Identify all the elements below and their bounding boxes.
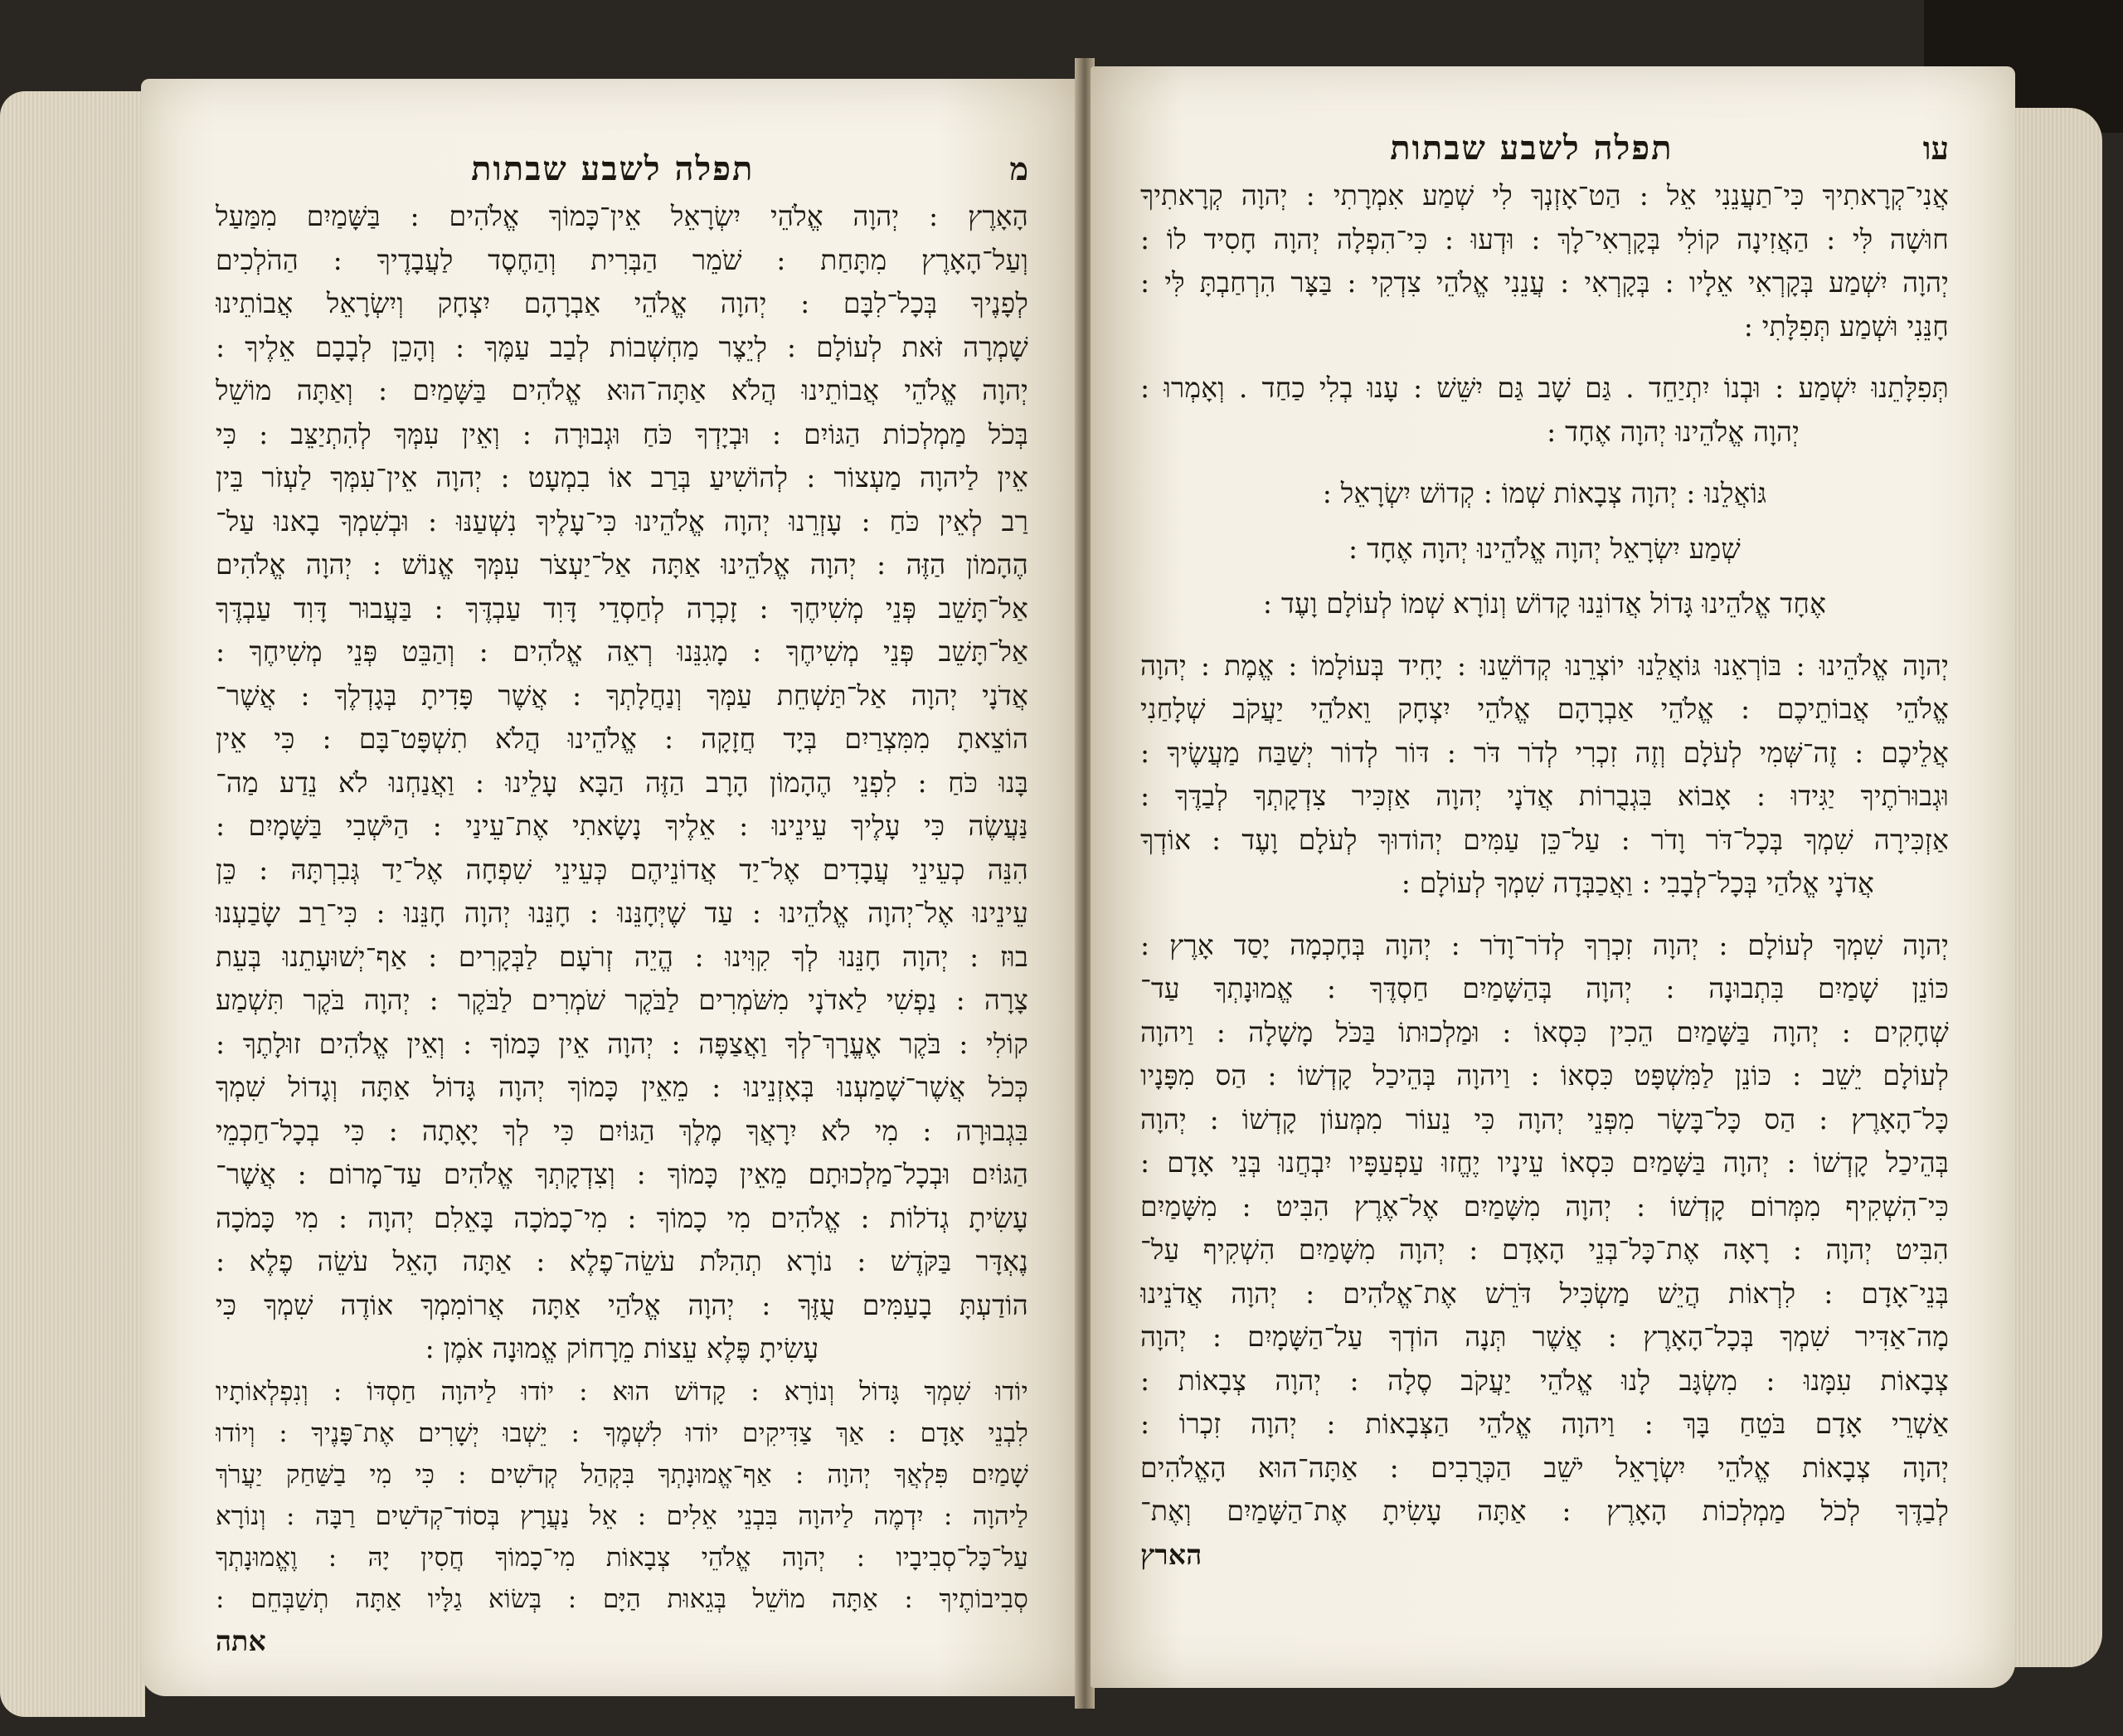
text-line: בָּנוּ כֹּחַ : לִפְנֵי הֶהָמוֹן הָרָב הַזֶּה הַבָּא עָלֵינוּ : וַאֲנַחְנוּ לֹא נֵדַע מַה־ (216, 766, 1028, 799)
right-page-text (1091, 66, 2015, 1688)
text-line: שְׁחָקִים : יְהוָה בַּשָּׁמַיִם הֵכִין כִּסְאוֹ : וּמַלְכוּתוֹ בַּכֹּל מָשָׁלָה : וַיהוָה (1140, 1015, 1949, 1048)
text-line: נֶאְדָּר בַּקֹּדֶשׁ : נוֹרָא תְהִלֹּת עֹשֵׂה־פֶלֶא : אַתָּה הָאֵל עֹשֵׂה פֶלֶא : (216, 1245, 1028, 1277)
text-line: יְהוָה שִׁמְךָ לְעוֹלָם : יְהוָה זִכְרְךָ לְדֹר־וָדֹר : יְהוָה בְּחָכְמָה יָסַד אָרֶץ : (1140, 928, 1949, 961)
text-line: יְהוָה אֱלֹהֵי אֲבוֹתֵינוּ הֲלֹא אַתָּה־הוּא אֱלֹהִים בַּשָּׁמַיִם : וְאַתָּה מוֹשֵׁל (216, 374, 1028, 406)
text-line: הוֹדַעְתָּ בָעַמִּים עֻזֶּךָ : יְהוָה אֱלֹהַי אַתָּה אֲרוֹמִמְךָ אוֹדֶה שִׁמְךָ כִּי (216, 1288, 1028, 1321)
spacer (1140, 626, 1949, 644)
right-running-title: תפלה לשבע שבתות (1390, 129, 1674, 168)
text-line: הוֹצֵאתָ מִמִּצְרַיִם בְּיָד חֲזָקָה : אֱלֹהֵינוּ הֲלֹא תִשְׁפָּט־בָּם : כִּי אֵין (216, 722, 1028, 755)
text-line: הִבִּיט יְהוָה : רָאָה אֶת־כָּל־בְּנֵי הָאָדָם : יְהוָה מִשָּׁמַיִם הִשְׁקִיף עַל־ (1140, 1233, 1949, 1266)
text-line: שָׁמְרָה זֹּאת לְעוֹלָם : לְיֵצֶר מַחְשְׁבוֹת לְבַב עַמֶּךָ : וְהָכֵן לְבָבָם אֵלֶיךָ : (216, 330, 1028, 363)
text-line: אַל־תָּשֵׁב פְּנֵי מְשִׁיחֶךָ : מָגִנֵּנוּ רְאֵה אֱלֹהִים : וְהַבֵּט פְּנֵי מְשִׁיחֶךָ : (216, 635, 1028, 668)
text-line: הַגּוֹיִם וּבְכָל־מַלְכוּתָם מֵאֵין כָּמוֹךָ : וְצִדְקָתְךָ אֱלֹהִים עַד־מָרוֹם : אֲשֶׁר־ (216, 1158, 1028, 1190)
text-line: מָה־אַדִּיר שִׁמְךָ בְּכָל־הָאָרֶץ : אֲשֶׁר תְּנָה הוֹדְךָ עַל־הַשָּׁמָיִם : יְהוָה (1140, 1320, 1949, 1353)
spacer (1140, 454, 1949, 472)
left-small-print-block (216, 1371, 1028, 1620)
small-text-line: שָׁמַיִם פִּלְאֲךָ יְהוָה : אַף־אֱמוּנָתְךָ בִּקְהַל קְדֹשִׁים : כִּי מִי בַשַּׁחַק יַעֲרֹךְ (216, 1459, 1028, 1490)
left-running-title: תפלה לשבע שבתות (471, 149, 755, 188)
left-running-head (216, 149, 1028, 188)
text-line: אַל־תָּשֵׁב פְּנֵי מְשִׁיחֶךָ : זָכְרָה לְחַסְדֵי דָּוִד עַבְדֶּךָ : בַּעֲבוּר דָּוִד עַבְדֶּךָ (216, 591, 1028, 625)
small-text-line: עַל־כָּל־סְבִיבָיו : יְהוָה אֱלֹהֵי צְבָאוֹת מִי־כָמוֹךָ חֲסִין יָהּ : וֶאֱמוּנָתְךָ (216, 1542, 1028, 1573)
text-line: עֵינֵינוּ אֶל־יְהוָה אֱלֹהֵינוּ : עַד שֶׁיְּחָנֵּנוּ : חָנֵּנוּ יְהוָה חָנֵּנוּ : כִּי־רַב שָׂבַעְנוּ (216, 897, 1028, 929)
small-text-line: לִבְנֵי אָדָם : אַךְ צַדִּיקִים יוֹדוּ לִשְׁמֶךָ : יֵשְׁבוּ יְשָׁרִים אֶת־פָּנֶיךָ : וְיוֹדוּ (216, 1417, 1028, 1448)
right-intro-block (1140, 174, 1949, 348)
centered-verse-line: עָשִׂיתָ פֶּלֶא עֵצוֹת מֵרָחוֹק אֱמוּנָה אֹמֶן : (425, 1332, 819, 1364)
text-line: הִנֵּה כְעֵינֵי עֲבָדִים אֶל־יַד אֲדוֹנֵיהֶם כְּעֵינֵי שִׁפְחָה אֶל־יַד גְּבִרְתָּהּ : כֵּן (216, 853, 1028, 886)
text-line: נַּעֲשֶׂה כִּי עָלֶיךָ עֵינֵינוּ : אֵלֶיךָ נָשָׂאתִי אֶת־עֵינַי : הַיֹּשְׁבִי בַּשָּׁמָיִם : (216, 810, 1028, 842)
text-line: בִּגְבוּרָה : מִי לֹא יִרָאֲךָ מֶלֶךְ הַגּוֹיִם כִּי לְךָ יָאָתָה : כִּי בְכָל־חַכְמֵי (216, 1114, 1028, 1147)
text-line: אֲלֵיכֶם : זֶה־שְּׁמִי לְעֹלָם וְזֶה זִכְרִי לְדֹר דֹּר : דּוֹר לְדוֹר יְשַׁבַּח מַעֲשֶׂיךָ : (1140, 736, 1949, 769)
text-line: וּגְבוּרֹתֶיךָ יַגִּידוּ : אָבוֹא בִּגְבֻרוֹת אֲדֹנָי יְהוָה אַזְכִּיר צִדְקָתְךָ לְבַדֶּךָ : (1140, 780, 1949, 812)
text-line: לְעוֹלָם יֵשֵׁב : כּוֹנֵן לַמִּשְׁפָּט כִּסְאוֹ : וַיהוָה בְּהֵיכַל קָדְשׁוֹ : הַס מִפָּנָיו (1140, 1059, 1949, 1092)
centered-verse-line: שְׁמַע יִשְׂרָאֵל יְהוָה אֱלֹהֵינוּ יְהוָה אֶחָד : (1348, 532, 1741, 565)
text-line: אֱלֹהֵי אֲבוֹתֵיכֶם : אֱלֹהֵי אַבְרָהָם אֱלֹהֵי יִצְחָק וֵאלֹהֵי יַעֲקֹב שְׁלָחַנִי (1140, 693, 1949, 725)
text-line: כָּל־הָאָרֶץ : הַס כָּל־בָּשָׂר מִפְּנֵי יְהוָה כִּי נֵעוֹר מִמְּעוֹן קָדְשׁוֹ : יְהוָה (1140, 1102, 1949, 1135)
text-line: לְבַדֶּךָ לְכֹל מַמְלְכוֹת הָאָרֶץ : אַתָּה עָשִׂיתָ אֶת־הַשָּׁמַיִם וְאֶת־ (1140, 1495, 1949, 1527)
text-line: יְהוָה צְבָאוֹת אֱלֹהֵי יִשְׂרָאֵל יֹשֵׁב הַכְּרֻבִים : אַתָּה־הוּא הָאֱלֹהִים (1140, 1451, 1949, 1484)
text-line: צְבָאוֹת עִמָּנוּ : מִשְׂגָּב לָנוּ אֱלֹהֵי יַעֲקֹב סֶלָה : יְהוָה צְבָאוֹת : (1140, 1364, 1949, 1397)
text-line: אֵין לַיהוָה מַעְצוֹר : לְהוֹשִׁיעַ בְּרַב אוֹ בִמְעָט : יְהוָה אֵין־עִמְּךָ לַעְזֹר בֵּין (216, 461, 1028, 494)
right-center-verses (1140, 472, 1949, 626)
text-line: אַזְכִּירָה שִׁמְךָ בְּכָל־דֹּר וָדֹר : עַל־כֵּן עַמִּים יְהוֹדוּךָ לְעֹלָם וָעֶד : אוֹדְךָ (1140, 823, 1949, 856)
text-line: חוּשָׁה לִּי : הַאֲזִינָה קוֹלִי בְּקָרְאִי־לָךְ : וּדְעוּ : כִּי־הִפְלָה יְהוָה חָסִיד לוֹ : (1140, 222, 1949, 255)
centered-verse-line: גּוֹאֲלֵנוּ : יְהוָה צְבָאוֹת שְׁמוֹ : קְדוֹשׁ יִשְׂרָאֵל : (1322, 477, 1767, 509)
right-middle-block (1140, 367, 1949, 454)
spacer (1140, 516, 1949, 528)
text-line: אֲנִי־קְרָאתִיךָ כִּי־תַעֲנֵנִי אֵל : הַט־אָזְנְךָ לִי שְׁמַע אִמְרָתִי : יְהוָה קְרָאתִיךָ (1140, 179, 1949, 212)
text-line: רַב לְאֵין כֹּחַ : עָזְרֵנוּ יְהוָה אֱלֹהֵינוּ כִּי־עָלֶיךָ נִשְׁעַנּוּ : וּבְשִׁמְךָ בָאנוּ עַל־ (216, 504, 1028, 537)
text-line-short: יְהוָה אֱלֹהֵינוּ יְהוָה אֶחָד : (1547, 415, 1800, 448)
right-running-head (1140, 129, 1949, 168)
text-line: אַשְׁרֵי אָדָם בֹּטֵחַ בָּךְ : וַיהוָה אֱלֹהֵי הַצְּבָאוֹת : יְהוָה זִכְרוֹ : (1140, 1408, 1949, 1440)
text-line: יְהוָה אֱלֹהֵינוּ : בּוֹרְאֵנוּ גּוֹאֲלֵנוּ יוֹצְרֵנוּ קְדוֹשֵׁנוּ : יָחִיד בְּעוֹלָמוֹ : אֱמֶת : יְהוָה (1140, 649, 1949, 682)
text-line: לְפָנֶיךָ בְּכָל־לִבָּם : יְהוָה אֱלֹהֵי אַבְרָהָם יִצְחָק וְיִשְׂרָאֵל אֲבוֹתֵינוּ (216, 287, 1028, 319)
left-main-text (216, 195, 1028, 1371)
left-page (141, 79, 1078, 1696)
text-line: הֶהָמוֹן הַזֶּה : יְהוָה אֱלֹהֵינוּ אַתָּה אַל־יַעְצֹר עִמְּךָ אֱנוֹשׁ : יְהוָה אֱלֹהִים (216, 548, 1028, 581)
spacer (1140, 571, 1949, 582)
text-line: אֲדֹנָי יְהוָה אַל־תַּשְׁחֵת עַמְּךָ וְנַחֲלָתְךָ : אֲשֶׁר פָּדִיתָ בְּגָדְלֶךָ : אֲשֶׁר־ (216, 678, 1028, 712)
text-line: צָרָה : נַפְשִׁי לַאדֹנָי מִשֹּׁמְרִים לַבֹּקֶר שֹׁמְרִים לַבֹּקֶר : יְהוָה בֹּקֶר תִּשְׁמַע (216, 984, 1028, 1016)
text-line: בְּנֵי־אָדָם : לִרְאוֹת הֲיֵשׁ מַשְׂכִּיל דֹּרֵשׁ אֶת־אֱלֹהִים : יְהוָה אֲדֹנֵינוּ (1140, 1276, 1949, 1310)
right-prose-block (1140, 644, 1949, 906)
text-line: כִּי־הִשְׁקִיף מִמְּרוֹם קָדְשׁוֹ : יְהוָה מִשָּׁמַיִם אֶל־אֶרֶץ הִבִּיט : מִשָּׁמַיִם (1140, 1189, 1949, 1223)
text-line: וְעַל־הָאָרֶץ מִתָּחַת : שֹׁמֵר הַבְּרִית וְהַחֶסֶד לַעֲבָדֶיךָ : הַהֹלְכִים (216, 243, 1028, 276)
small-text-line: יוֹדוּ שִׁמְךָ גָּדוֹל וְנוֹרָא : קָדוֹשׁ הוּא : יוֹדוּ לַיהוָה חַסְדּוֹ : וְנִפְלְאוֹתָיו (216, 1376, 1028, 1407)
text-line: בְּהֵיכַל קָדְשׁוֹ : יְהוָה בַּשָּׁמַיִם כִּסְאוֹ עֵינָיו יֶחֱזוּ עַפְעַפָּיו יִבְחֲנוּ בְּנֵי אָדָם : (1140, 1146, 1949, 1179)
text-line: כּוֹנֵן שָׁמַיִם בִּתְבוּנָה : יְהוָה בְּהַשָּׁמַיִם חַסְדֶּךָ : אֱמוּנָתְךָ עַד־ (1140, 972, 1949, 1004)
left-catchword: אתה (216, 1624, 266, 1657)
spacer (1140, 348, 1949, 367)
small-text-line: לַיהוָה : יִדְמֶה לַיהוָה בִּבְנֵי אֵלִים : אֵל נַעֲרָץ בְּסוֹד־קְדֹשִׁים רַבָּה : וְנוֹרָא (216, 1500, 1028, 1531)
small-text-line: סְבִיבוֹתֶיךָ : אַתָּה מוֹשֵׁל בְּגֵאוּת הַיָּם : בְּשׂוֹא גַלָּיו אַתָּה תְשַׁבְּחֵם : (216, 1583, 1028, 1614)
text-line-short: אֲדֹנָי אֱלֹהַי בְּכָל־לְבָבִי : וַאֲכַבְּדָה שִׁמְךָ לְעוֹלָם : (1401, 867, 1874, 899)
left-folio: מ (1009, 150, 1028, 187)
text-line: כְּכֹל אֲשֶׁר־שָׁמַעְנוּ בְּאָזְנֵינוּ : מֵאֵין כָּמוֹךָ יְהוָה גָּדוֹל אַתָּה וְגָדוֹל שִׁמְךָ (216, 1071, 1028, 1103)
text-line: יְהוָה יִשְׁמַע בְּקָרְאִי אֵלָיו : בְּקָרְאִי : עֲנֵנִי אֱלֹהֵי צִדְקִי : בַּצָּר הִרְחַבְתָּ לִּי : (1140, 266, 1949, 299)
text-line: בְּכֹל מַמְלְכוֹת הַגּוֹיִם : וּבְיָדְךָ כֹּחַ וּגְבוּרָה : וְאֵין עִמְּךָ לְהִתְיַצֵּב : כִּי (216, 417, 1028, 450)
right-folio: עו (1922, 129, 1949, 167)
spacer (1140, 906, 1949, 924)
text-line-short: חָנֵּנִי וּשְׁמַע תְּפִלָּתִי : (1743, 309, 1949, 343)
right-final-block (1140, 924, 1949, 1534)
right-page-edges (2011, 108, 2102, 1667)
left-page-text (141, 79, 1078, 1696)
text-line: עָשִׂיתָ גְדֹלוֹת : אֱלֹהִים מִי כָמוֹךָ : מִי־כָמֹכָה בָּאֵלִם יְהוָה : מִי כָּמֹכָה (216, 1201, 1028, 1234)
right-page (1091, 66, 2015, 1688)
text-line: בוּז : יְהוָה חָנֵּנוּ לְךָ קִוִּינוּ : הֱיֵה זְרֹעָם לַבְּקָרִים : אַף־יְשׁוּעָתֵנוּ בְּעֵת (216, 940, 1028, 973)
left-page-edges (0, 91, 145, 1717)
text-line: הָאָרֶץ : יְהוָה אֱלֹהֵי יִשְׂרָאֵל אֵין־כָּמוֹךָ אֱלֹהִים : בַּשָּׁמַיִם מִמַּעַל (216, 200, 1028, 232)
centered-verse-line: אֶחָד אֱלֹהֵינוּ גָּדוֹל אֲדוֹנֵנוּ קָדוֹשׁ וְנוֹרָא שְׁמוֹ לְעוֹלָם וָעֶד : (1262, 587, 1827, 620)
right-catchword: הארץ (1140, 1538, 1202, 1571)
text-line: תְּפִלָּתֵנוּ יִשְׁמַע : וּבְנוֹ יִתְיַחֵד . גַּם שָׁב גַּם יִשֵּׁשׁ : עָנוּ בְלִי כַחַד . וְאָמְרוּ : (1140, 372, 1949, 404)
text-line: קוֹלִי : בֹּקֶר אֶעֱרָךְ־לְךָ וַאֲצַפֶּה : יְהוָה אֵין כָּמוֹךָ : וְאֵין אֱלֹהִים זוּלָתֶךָ : (216, 1027, 1028, 1060)
